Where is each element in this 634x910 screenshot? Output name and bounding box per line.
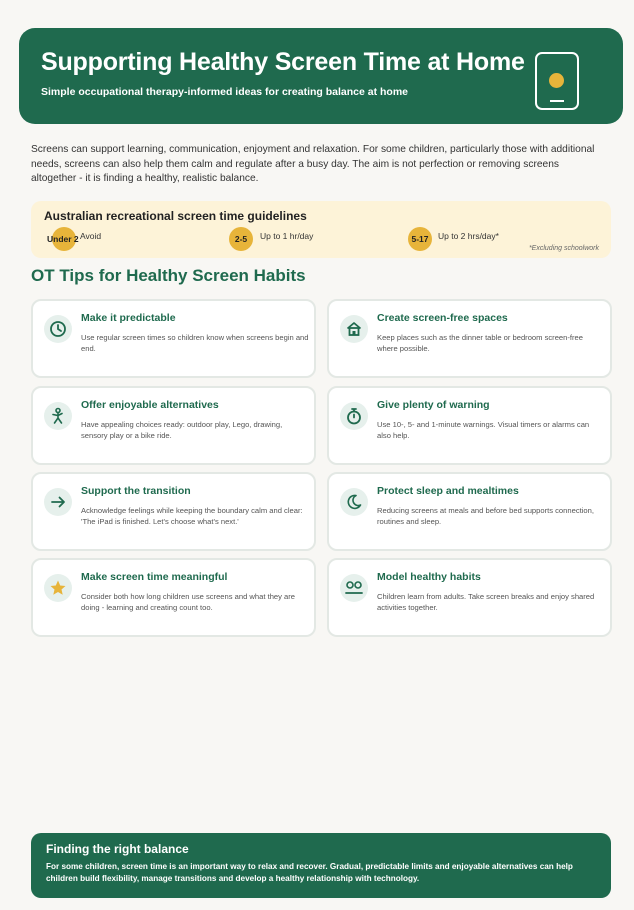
guidelines-title: Australian recreational screen time guidelines <box>44 209 307 223</box>
tip-title: Support the transition <box>81 485 191 497</box>
page-title: Supporting Healthy Screen Time at Home <box>41 48 525 76</box>
stopwatch-icon <box>340 402 368 430</box>
tips-section-title: OT Tips for Healthy Screen Habits <box>31 266 306 285</box>
house-icon <box>340 315 368 343</box>
tip-title: Make it predictable <box>81 312 176 324</box>
tip-title: Make screen time meaningful <box>81 571 228 583</box>
tip-title: Model healthy habits <box>377 571 481 583</box>
tip-card <box>31 558 316 637</box>
guidelines-panel <box>31 201 611 258</box>
tip-desc: Keep places such as the dinner table or bedroom screen-free where possible. <box>377 333 583 353</box>
tip-desc: Consider both how long children use screens and what they are doing - learning and creating count too. <box>81 592 296 612</box>
moon-icon <box>340 488 368 516</box>
tip-card <box>31 386 316 465</box>
tip-card <box>31 472 316 551</box>
footer-title: Finding the right balance <box>46 842 189 856</box>
tip-title: Offer enjoyable alternatives <box>81 399 219 411</box>
tip-title: Give plenty of warning <box>377 399 490 411</box>
age-badge-2-5: 2-5 <box>229 227 253 251</box>
tip-desc: Reducing screens at meals and before bed supports connection, routines and sleep. <box>377 506 594 526</box>
tip-title: Protect sleep and mealtimes <box>377 485 519 497</box>
guidelines-note: *Excluding schoolwork <box>528 245 599 252</box>
limit-2-5: Up to 1 hr/day <box>260 231 314 241</box>
people-icon <box>340 574 368 602</box>
tip-desc: Have appealing choices ready: outdoor play, Lego, drawing, sensory play or a bike ride. <box>81 420 283 440</box>
tip-title: Create screen-free spaces <box>377 312 508 324</box>
intro-paragraph: Screens can support learning, communication, enjoyment and relaxation. For some children, particularly those with additional needs, screens can also help them calm and regulate after a busy day. The aim is not perfection or removing screens altogether - it is finding a healthy, realistic balance. <box>31 144 595 184</box>
tip-card <box>31 299 316 378</box>
header-banner <box>19 28 623 124</box>
limit-under-2: Avoid <box>80 231 102 241</box>
age-badge-under-2: Under 2 <box>52 227 76 251</box>
star-icon <box>44 574 72 602</box>
page-subtitle: Simple occupational therapy-informed ideas for creating balance at home <box>41 86 409 98</box>
tip-card <box>327 386 612 465</box>
tip-card <box>327 472 612 551</box>
tip-desc: Use 10-, 5- and 1-minute warnings. Visual timers or alarms can also help. <box>377 420 590 440</box>
clock-icon <box>44 315 72 343</box>
footer-banner <box>31 833 611 898</box>
tip-desc: Children learn from adults. Take screen breaks and enjoy shared activities together. <box>377 592 595 612</box>
tablet-icon <box>535 52 579 110</box>
age-badge-5-17: 5-17 <box>408 227 432 251</box>
tip-desc: Use regular screen times so children know when screens begin and end. <box>81 333 309 353</box>
person-active-icon <box>44 402 72 430</box>
arrow-right-icon <box>44 488 72 516</box>
tip-card <box>327 558 612 637</box>
tip-card <box>327 299 612 378</box>
tip-desc: Acknowledge feelings while keeping the boundary calm and clear: 'The iPad is finished. Let's choose what's next.' <box>81 506 303 526</box>
limit-5-17: Up to 2 hrs/day* <box>438 231 499 241</box>
footer-text: For some children, screen time is an important way to relax and recover. Gradual, predictable limits and enjoyable alternatives can help children build flexibility, manage transitions and develop a healthy relationship with technology. <box>46 862 573 883</box>
